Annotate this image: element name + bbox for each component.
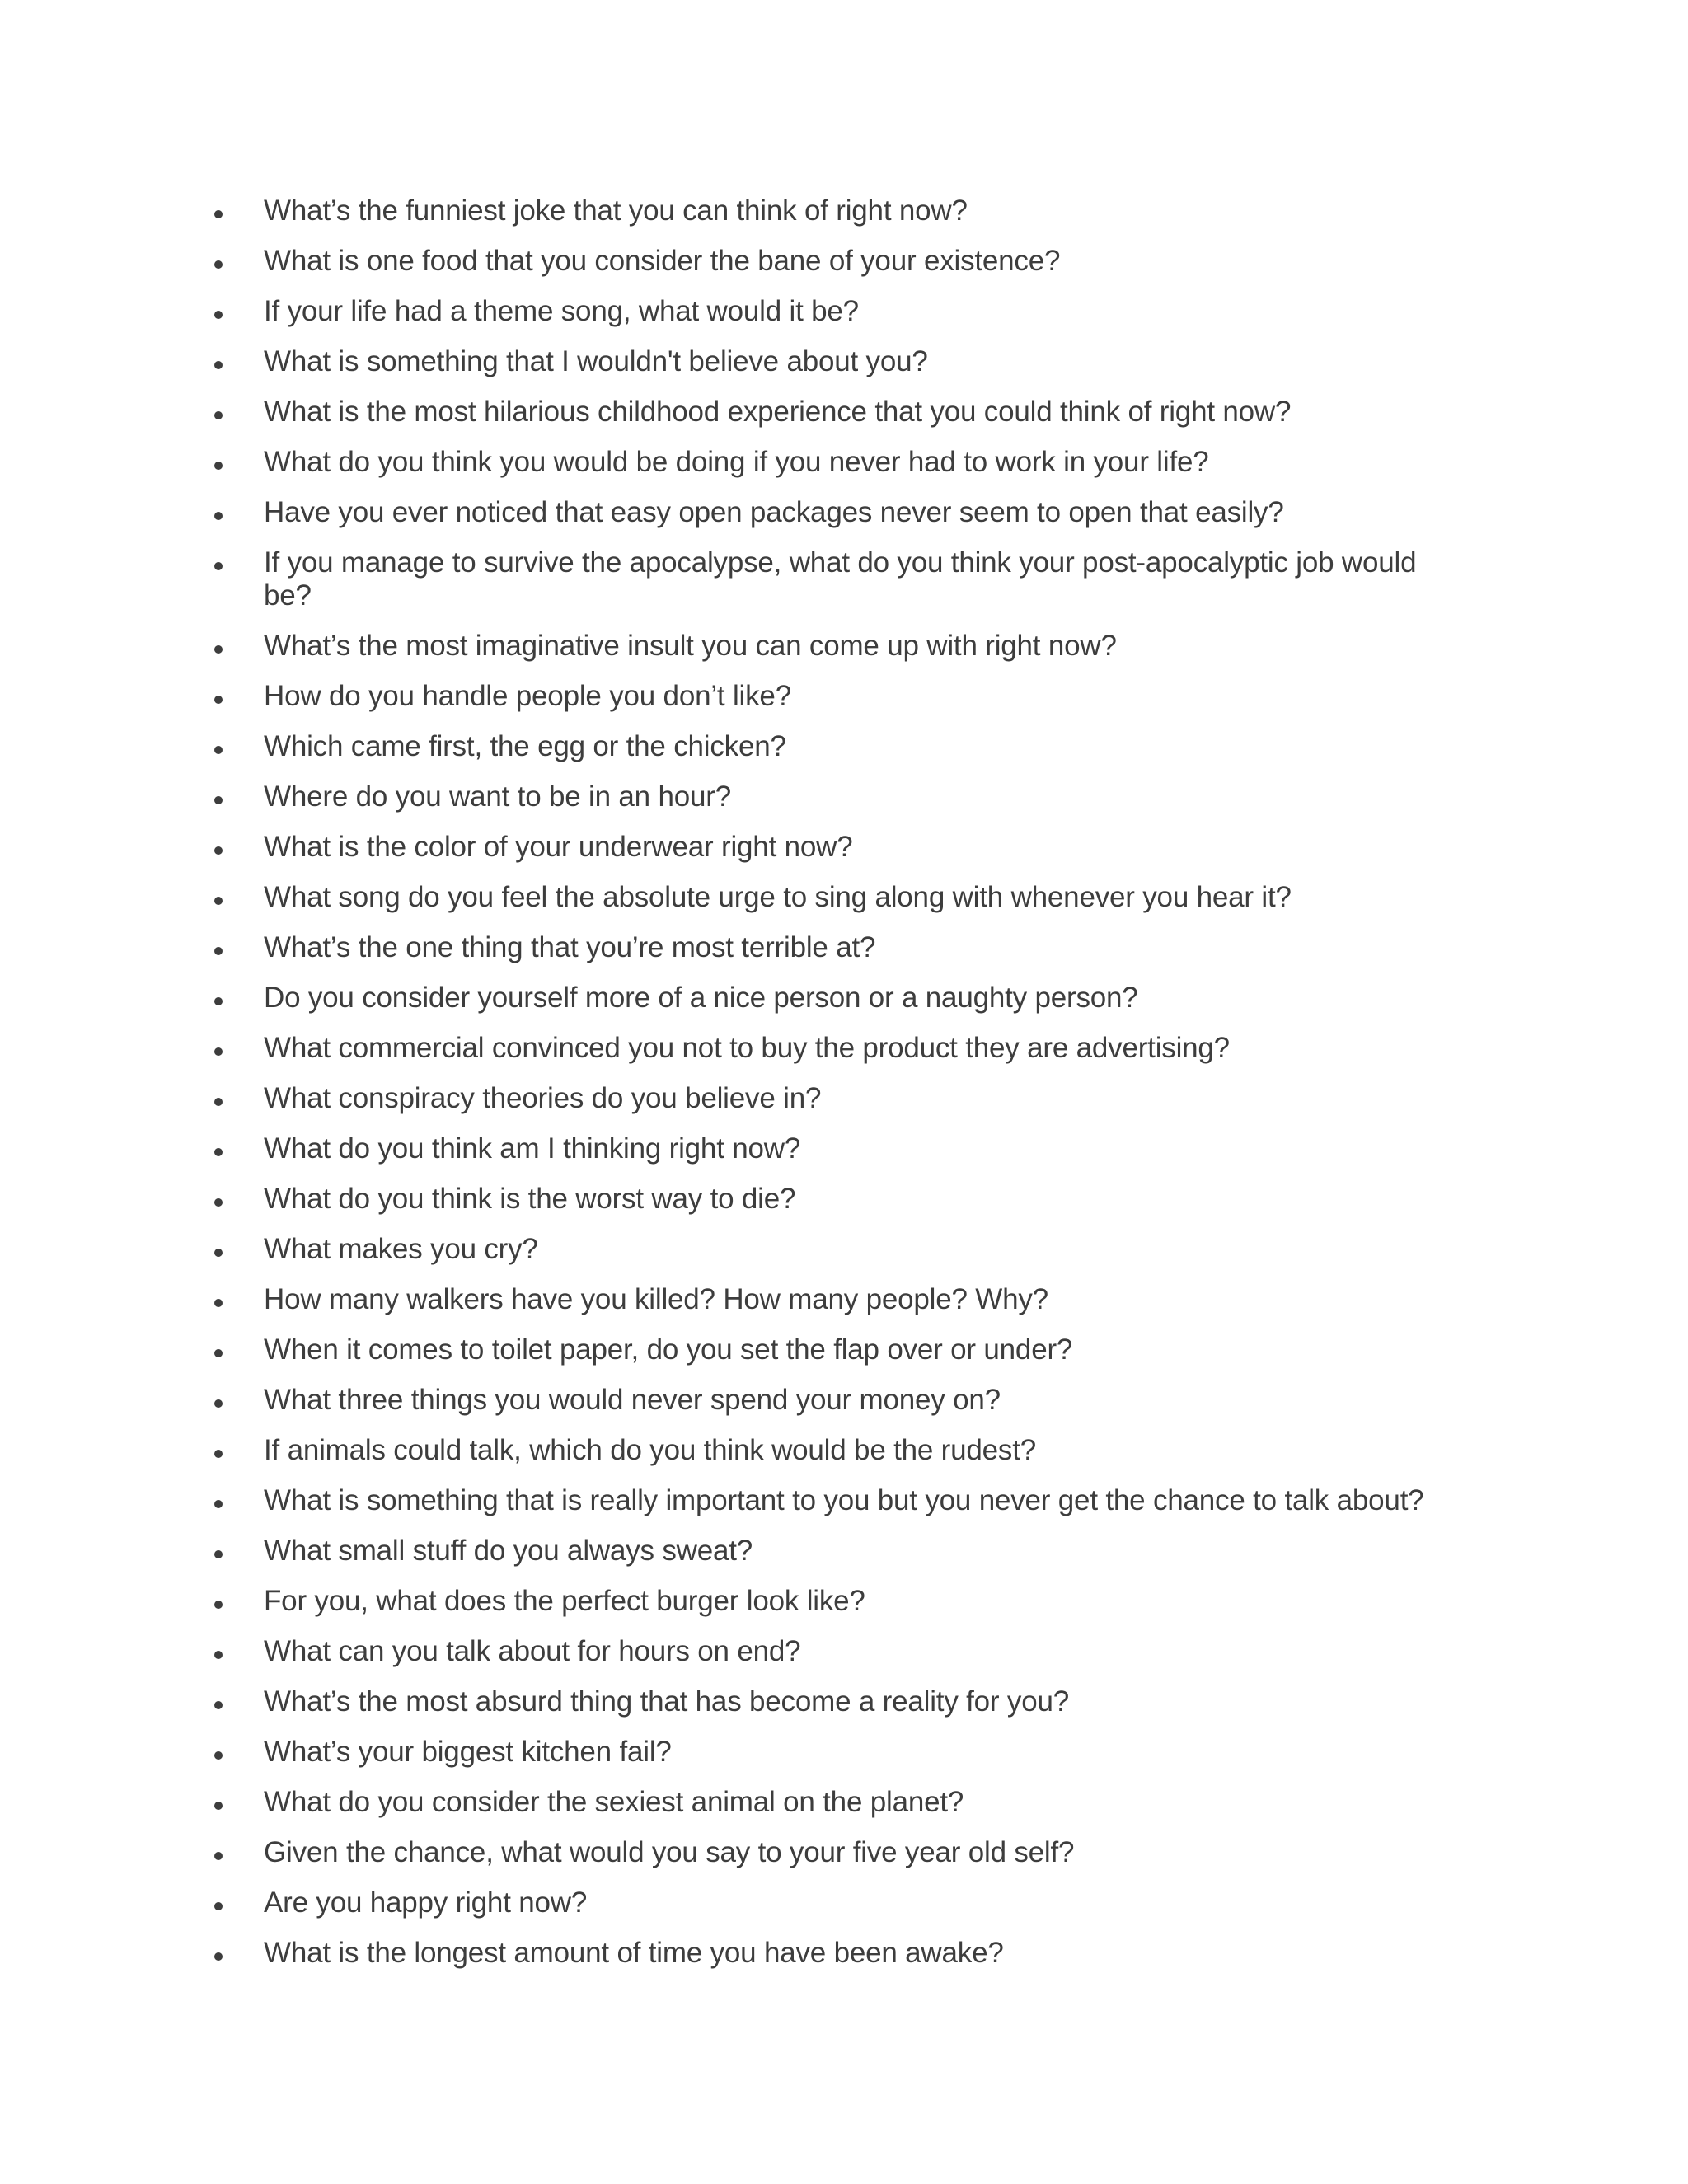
bullet-icon (214, 897, 223, 905)
question-text: For you, what does the perfect burger look like? (264, 1585, 865, 1617)
list-item (211, 194, 1464, 245)
bullet-icon (214, 260, 223, 269)
list-item (211, 1132, 1464, 1183)
question-text: What’s the most imaginative insult you can come up with right now? (264, 630, 1117, 662)
bullet-icon (214, 947, 223, 955)
question-text: What can you talk about for hours on end? (264, 1635, 801, 1667)
list-item (211, 1233, 1464, 1283)
bullet-icon (214, 1601, 223, 1609)
bullet-icon (214, 1148, 223, 1156)
question-text: If your life had a theme song, what would it be? (264, 295, 859, 327)
question-text: What is something that I wouldn't believe about you? (264, 345, 928, 377)
bullet-icon (214, 1349, 223, 1357)
list-item (211, 881, 1464, 931)
question-text: Which came first, the egg or the chicken? (264, 730, 786, 762)
bullet-icon (214, 1651, 223, 1659)
list-item (211, 345, 1464, 396)
bullet-icon (214, 746, 223, 754)
bullet-icon (214, 1198, 223, 1207)
question-text: Have you ever noticed that easy open packages never seem to open that easily? (264, 496, 1284, 528)
list-item (211, 496, 1464, 546)
bullet-icon (214, 1701, 223, 1709)
bullet-icon (214, 696, 223, 704)
list-item (211, 1635, 1464, 1685)
question-text: What’s the most absurd thing that has become a reality for you? (264, 1685, 1070, 1718)
bullet-icon (214, 645, 223, 654)
list-item (211, 1484, 1464, 1535)
question-text: What makes you cry? (264, 1233, 538, 1265)
list-item (211, 1836, 1464, 1886)
question-text: What’s the one thing that you’re most terrible at? (264, 931, 876, 963)
question-text: What’s the funniest joke that you can think of right now? (264, 194, 968, 227)
question-list (211, 194, 1464, 1987)
list-item (211, 1434, 1464, 1484)
bullet-icon (214, 846, 223, 855)
bullet-icon (214, 997, 223, 1005)
question-text: What is one food that you consider the bane of your existence? (264, 245, 1061, 277)
bullet-icon (214, 1399, 223, 1408)
list-item (211, 1082, 1464, 1132)
list-item (211, 680, 1464, 730)
bullet-icon (214, 1249, 223, 1257)
list-item (211, 1032, 1464, 1082)
bullet-icon (214, 512, 223, 520)
bullet-icon (214, 1902, 223, 1910)
bullet-icon (214, 1802, 223, 1810)
question-text: What do you think am I thinking right now? (264, 1132, 801, 1165)
list-item (211, 1585, 1464, 1635)
list-item (211, 1333, 1464, 1384)
list-item (211, 1283, 1464, 1333)
question-text: What is the color of your underwear right now? (264, 831, 853, 863)
bullet-icon (214, 1952, 223, 1961)
question-text: What’s your biggest kitchen fail? (264, 1736, 672, 1768)
bullet-icon (214, 1047, 223, 1056)
bullet-icon (214, 1751, 223, 1760)
question-text: Given the chance, what would you say to your five year old self? (264, 1836, 1075, 1868)
question-text: What is something that is really important to you but you never get the chance to talk about? (264, 1484, 1424, 1516)
list-item (211, 1535, 1464, 1585)
list-item (211, 446, 1464, 496)
question-text: What small stuff do you always sweat? (264, 1535, 753, 1567)
bullet-icon (214, 1450, 223, 1458)
question-text: Are you happy right now? (264, 1886, 588, 1919)
question-text: What do you consider the sexiest animal on the planet? (264, 1786, 964, 1818)
bullet-icon (214, 411, 223, 419)
question-text: What is the longest amount of time you have been awake? (264, 1937, 1004, 1969)
question-text: If animals could talk, which do you think would be the rudest? (264, 1434, 1037, 1466)
question-text: What conspiracy theories do you believe in? (264, 1082, 822, 1114)
question-text: Do you consider yourself more of a nice person or a naughty person? (264, 982, 1138, 1014)
list-item (211, 1736, 1464, 1786)
list-item (211, 982, 1464, 1032)
question-text: What is the most hilarious childhood experience that you could think of right now? (264, 396, 1292, 428)
bullet-icon (214, 796, 223, 804)
question-text: What three things you would never spend your money on? (264, 1384, 1001, 1416)
question-text: How do you handle people you don’t like? (264, 680, 791, 712)
question-text: When it comes to toilet paper, do you set the flap over or under? (264, 1333, 1073, 1366)
question-text: If you manage to survive the apocalypse, what do you think your post-apocalyptic job would be? (264, 546, 1417, 612)
question-text: How many walkers have you killed? How many people? Why? (264, 1283, 1048, 1315)
question-text: What commercial convinced you not to buy the product they are advertising? (264, 1032, 1230, 1064)
list-item (211, 1886, 1464, 1937)
list-item (211, 831, 1464, 881)
bullet-icon (214, 1098, 223, 1106)
question-text: What do you think is the worst way to die? (264, 1183, 796, 1215)
question-text: Where do you want to be in an hour? (264, 780, 731, 813)
list-item (211, 1786, 1464, 1836)
list-item (211, 1937, 1464, 1987)
bullet-icon (214, 1500, 223, 1508)
list-item (211, 546, 1464, 630)
list-item (211, 295, 1464, 345)
list-item (211, 931, 1464, 982)
list-item (211, 1183, 1464, 1233)
bullet-icon (214, 1852, 223, 1860)
bullet-icon (214, 562, 223, 570)
list-item (211, 780, 1464, 831)
list-item (211, 630, 1464, 680)
list-item (211, 396, 1464, 446)
bullet-icon (214, 1299, 223, 1307)
question-text: What do you think you would be doing if you never had to work in your life? (264, 446, 1209, 478)
bullet-icon (214, 361, 223, 369)
bullet-icon (214, 210, 223, 218)
list-item (211, 1685, 1464, 1736)
bullet-icon (214, 311, 223, 319)
question-text: What song do you feel the absolute urge to sing along with whenever you hear it? (264, 881, 1292, 913)
bullet-icon (214, 1550, 223, 1558)
list-item (211, 730, 1464, 780)
list-item (211, 1384, 1464, 1434)
bullet-icon (214, 462, 223, 470)
list-item (211, 245, 1464, 295)
